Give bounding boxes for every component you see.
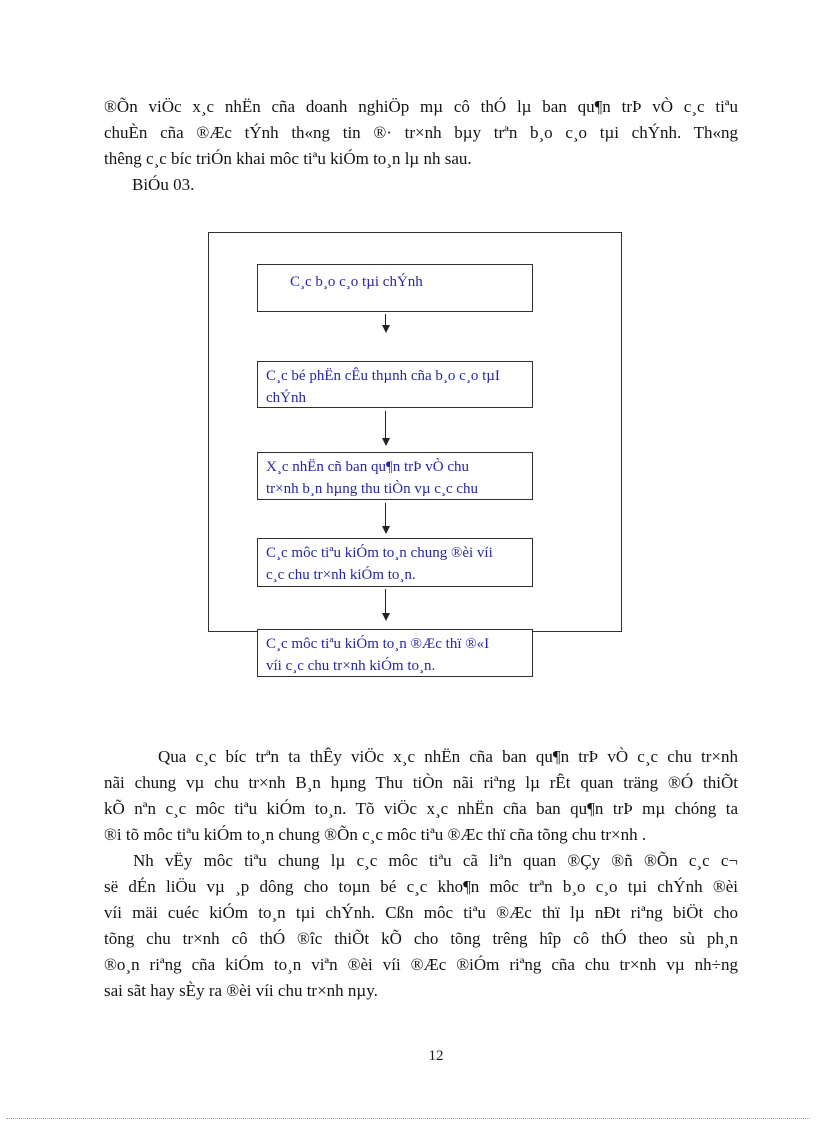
box-text-line: C¸c bé phËn cÊu thµnh cña b¸o c¸o tµI — [266, 368, 500, 384]
flowchart-box-general-audit-objectives — [257, 538, 533, 587]
flow-arrow-down-icon — [381, 411, 390, 446]
arrow-head — [382, 325, 390, 333]
box-text-line: chÝnh — [266, 390, 306, 406]
flow-arrow-down-icon — [381, 314, 390, 333]
arrow-shaft — [385, 411, 387, 438]
flow-arrow-down-icon — [381, 589, 390, 621]
box-text-line: C¸c môc tiªu kiÓm to¸n ®Æc thï ®«I — [266, 636, 490, 652]
box-text-line: c¸c chu tr×nh kiÓm to¸n. — [266, 567, 416, 583]
arrow-head — [382, 613, 390, 621]
arrow-head — [382, 438, 390, 446]
paragraph-1 — [104, 94, 738, 198]
text-line: së dÉn liÖu vµ ¸p dông cho toµn bé c¸c kho¶n môc trªn b¸o c¸o tµi chÝnh ®èi — [104, 877, 738, 896]
text-line: kÕ nªn c¸c môc tiªu kiÓm to¸n. Tõ viÖc x¸c nhËn cña ban qu¶n trÞ mµ chóng ta — [104, 799, 738, 818]
text-line: Nh vËy môc tiªu chung lµ c¸c môc tiªu cã liªn quan ®Çy ®ñ ®Õn c¸c c¬ — [133, 851, 738, 870]
arrow-shaft — [385, 314, 387, 325]
box-text-line: tr×nh b¸n hµng thu tiÒn vµ c¸c chu — [266, 481, 478, 497]
page-number: 12 — [428, 1048, 444, 1064]
text-line: Qua c¸c bíc trªn ta thÊy viÖc x¸c nhËn cña ban qu¶n trÞ vÒ c¸c chu tr×nh — [158, 747, 738, 766]
flow-arrow-down-icon — [381, 503, 390, 534]
text-line: thêng c¸c bíc triÓn khai môc tiªu kiÓm to¸n lµ nh sau. — [104, 149, 472, 168]
flowchart-box-statement-components — [257, 361, 533, 408]
text-line: víi mäi cuéc kiÓm to¸n tµi chÝnh. Cßn môc tiªu ®Æc thï lµ nÐt riªng biÖt cho — [104, 903, 738, 922]
text-line: ®Õn viÖc x¸c nhËn cña doanh nghiÖp mµ cô thÓ lµ ban qu¶n trÞ vÒ c¸c tiªu — [104, 97, 738, 116]
paragraph-2-and-3 — [104, 744, 738, 1004]
text-line: ®i tõ môc tiªu kiÓm to¸n chung ®Õn c¸c môc tiªu ®Æc thï cña tõng chu tr×nh . — [104, 825, 647, 844]
arrow-head — [382, 526, 390, 534]
text-line: ®o¸n riªng cña kiÓm to¸n viªn ®èi víi ®Æc ®iÓm riªng cña chu tr×nh vµ nh÷ng — [104, 955, 738, 974]
box-text-line: X¸c nhËn cñ ban qu¶n trÞ vÒ chu — [266, 459, 470, 475]
text-line: chuÈn cña ®Æc tÝnh th«ng tin ®· tr×nh bµy trªn b¸o c¸o tµi chÝnh. Th«ng — [104, 123, 738, 142]
text-line: sai sãt hay sÈy ra ®èi víi chu tr×nh nµy. — [104, 981, 378, 1000]
arrow-shaft — [385, 503, 387, 526]
flowchart — [208, 232, 622, 678]
arrow-shaft — [385, 589, 387, 613]
text-line: tõng chu tr×nh cô thÓ ®îc thiÕt kÕ cho tõng trêng hîp cô thÓ theo sù ph¸n — [104, 929, 738, 948]
flowchart-box-management-assertions — [257, 452, 533, 500]
box-text-line: C¸c môc tiªu kiÓm to¸n chung ®èi víi — [266, 545, 493, 561]
box-text-line: C¸c b¸o c¸o tµi chÝnh — [290, 274, 423, 290]
box-text-line: víi c¸c chu tr×nh kiÓm to¸n. — [266, 658, 436, 674]
figure-caption: BiÓu 03. — [132, 175, 195, 194]
footer-dotted-rule — [6, 1118, 810, 1119]
flowchart-box-financial-statements — [257, 264, 533, 312]
text-line: nãi chung vµ chu tr×nh B¸n hµng Thu tiÒn nãi riªng lµ rÊt quan träng ®Ó thiÕt — [104, 773, 738, 792]
flowchart-box-specific-audit-objectives — [257, 629, 533, 677]
